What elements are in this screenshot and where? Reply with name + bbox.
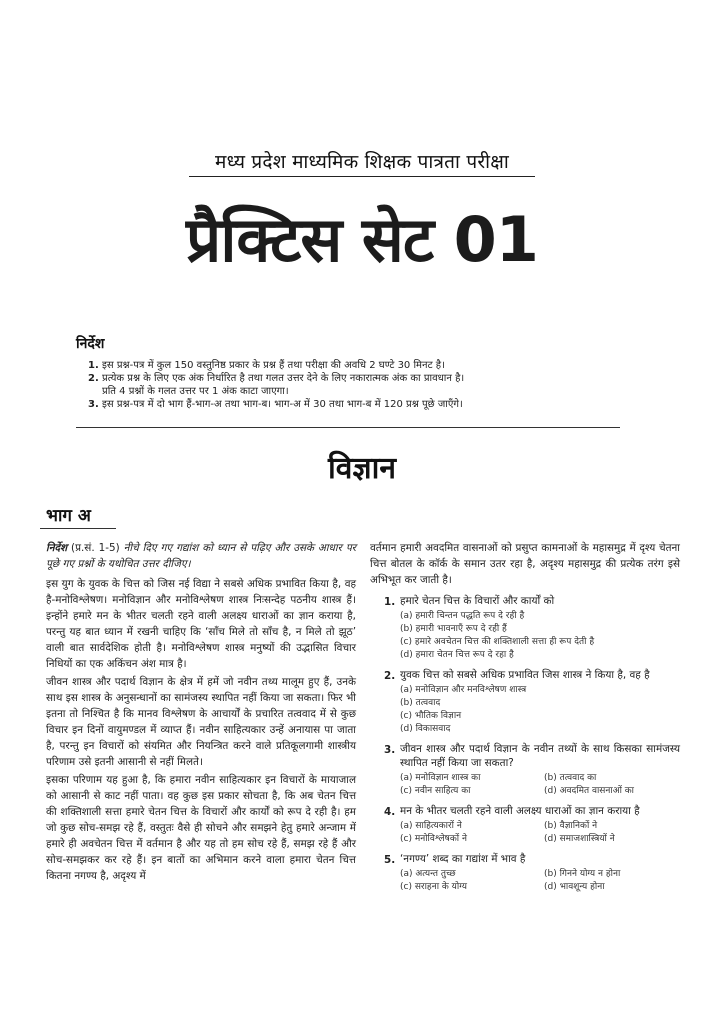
question-number: 4.	[384, 806, 396, 818]
instruction-text: प्रत्येक प्रश्न के लिए एक अंक निर्धारित है तथा गलत उत्तर देने के लिए नकारात्मक अंक का प्रावधान है।	[102, 373, 465, 384]
instruction-item	[88, 385, 624, 398]
question-item	[384, 742, 680, 798]
direction-range: (प्र.सं. 1-5)	[71, 542, 120, 554]
instruction-item	[88, 398, 624, 411]
option: (b) तत्ववाद	[400, 698, 441, 708]
question-number: 1.	[384, 596, 396, 608]
passage-continuation: वर्तमान हमारी अवदमित वासनाओं को प्रसुप्त कामनाओं के महासमुद्र में दृश्य चेतना चित्त बोतल के कॉर्क के समान उतर रहा है, अदृश्य महासमुद्र की प्रत्येक तरंग इसे अभिभूत कर जाती है।	[370, 542, 680, 586]
option: (a) साहित्यकारों ने	[400, 821, 462, 831]
direction-label: निर्देश	[46, 542, 68, 554]
option: (a) हमारी चिन्तन पद्धति रूप दे रही है	[400, 611, 525, 621]
option: (b) तत्ववाद का	[544, 773, 597, 783]
option: (d) अवदमित वासनाओं का	[544, 786, 635, 796]
question-item	[384, 668, 680, 736]
option: (c) भौतिक विज्ञान	[400, 711, 462, 721]
practice-set-title: प्रैक्टिस सेट 01	[186, 203, 538, 276]
instruction-text: इस प्रश्न-पत्र में दो भाग हैं-भाग-अ तथा भाग-ब। भाग-अ में 30 तथा भाग-ब में 120 प्रश्न पूछे जाएँगे।	[102, 399, 463, 410]
question-item	[384, 594, 680, 662]
option: (b) वैज्ञानिकों ने	[544, 821, 598, 831]
question-options	[400, 772, 680, 798]
question-item	[384, 804, 680, 846]
option: (d) भावशून्य होना	[544, 882, 605, 892]
passage-paragraph: इसका परिणाम यह हुआ है, कि हमारा नवीन साहित्यकार इन विचारों के मायाजाल को आसानी से काट नहीं पाता। वह कुछ इस प्रकार सोचता है, कि अब चेतन चित्त की शक्तिशाली सत्ता हमारे चेतन चित्त के विचारों और कार्यों को रूप दे रही है। हम जो कुछ सोच-समझ रहे हैं, वस्तुतः वैसे ही सोचने और समझने हेतु हमारे अन्जाम में हमारे ही अवचेतन चित्त में वर्तमान है और यह तो हम सोच रहे हैं, समझ रहे हैं और सोच-समझकर कर रहे हैं। इन बातों का अभिमान करने वाला हमारा चेतन चित्त कितना नगण्य है, अदृश्य में	[46, 774, 356, 882]
option: (d) हमारा चेतन चित्त रूप दे रहा है	[400, 650, 514, 660]
question-stem: जीवन शास्त्र और पदार्थ विज्ञान के नवीन तथ्यों के साथ किसका सामंजस्य स्थापित नहीं किया जा सकता?	[400, 743, 680, 769]
option: (c) मनोविश्लेषकों ने	[400, 834, 467, 844]
instructions-heading: निर्देश	[76, 336, 105, 352]
direction-text: नीचे दिए गए गद्यांश को ध्यान से पढ़िए और उसके आधार पर पूछे गए प्रश्नों के यथोचित उत्तर दीजिए।	[46, 542, 356, 570]
option: (c) नवीन साहित्य का	[400, 786, 471, 796]
instruction-text: इस प्रश्न-पत्र में कुल 150 वस्तुनिष्ठ प्रकार के प्रश्न हैं तथा परीक्षा की अवधि 2 घण्टे 30 मिनट है।	[102, 360, 445, 371]
option: (d) विकासवाद	[400, 724, 451, 734]
instructions-block	[76, 334, 624, 411]
right-column	[370, 540, 680, 894]
question-stem: युवक चित्त को सबसे अधिक प्रभावित जिस शास्त्र ने किया है, वह है	[400, 669, 650, 681]
passage-paragraph: इस युग के युवक के चित्त को जिस नई विद्या ने सबसे अधिक प्रभावित किया है, वह है-मनोविश्लेषण। मनोविज्ञान और मनोविश्लेषण शास्त्र निःसन्देह पठनीय शास्त्र हैं। इन्होंने हमारे मन के भीतर चलती रहने वाली अलक्ष्य धाराओं का ज्ञान कराया है, परन्तु यह बात ध्यान में रखनी चाहिए कि ‘साँच मिले तो साँच है, न मिले तो झूठ’ वाली बात सार्वदेशिक होती है। मनोविश्लेषण शास्त्र मनुष्यों की उद्भासित विचार निधियों का एक अकिंचन अंश मात्र है।	[46, 578, 356, 670]
question-options	[400, 684, 680, 736]
question-options	[400, 610, 680, 662]
left-column	[46, 540, 356, 886]
section-heading: भाग अ	[46, 506, 91, 526]
instruction-item	[88, 372, 624, 385]
passage-paragraph: जीवन शास्त्र और पदार्थ विज्ञान के क्षेत्र में हमें जो नवीन तथ्य मालूम हुए हैं, उनके साथ इस शास्त्र के अनुसन्धानों का सामंजस्य स्थापित नहीं किया जा सकता। फिर भी इतना तो निश्चित है कि मानव विश्लेषण के आचार्यों के प्रचारित तत्ववाद में से कुछ विचार इन दिनों वायुमण्डल में व्याप्त हैं। नवीन साहित्यकार उन्हें अनायास पा जाता है, परन्तु इन विचारों को संयमित और नियन्त्रित करने वाले प्रतिकूलगामी शास्त्रीय परिणाम उसे इतनी आसानी से नहीं मिलते।	[46, 676, 356, 768]
subject-heading: विज्ञान	[327, 451, 397, 486]
exam-title: मध्य प्रदेश माध्यमिक शिक्षक पात्रता परीक्षा	[215, 151, 509, 173]
instruction-number: 2.	[88, 373, 99, 384]
instruction-number: 3.	[88, 399, 99, 410]
question-item	[384, 852, 680, 894]
section-underline	[40, 528, 116, 529]
question-number: 5.	[384, 854, 396, 866]
question-stem: मन के भीतर चलती रहने वाली अलक्ष्य धाराओं का ज्ञान कराया है	[400, 805, 640, 817]
instructions-divider	[76, 427, 620, 428]
question-options	[400, 868, 680, 894]
question-options	[400, 820, 680, 846]
option: (d) समाजशास्त्रियों ने	[544, 834, 615, 844]
option: (a) अत्यन्त तुच्छ	[400, 869, 456, 879]
instruction-number: 1.	[88, 360, 99, 371]
option: (c) सराहना के योग्य	[400, 882, 467, 892]
instruction-item	[88, 359, 624, 372]
option: (a) मनोविज्ञान और मनविश्लेषण शास्त्र	[400, 685, 527, 695]
exam-title-underline	[189, 176, 535, 177]
question-stem: हमारे चेतन चित्त के विचारों और कार्यों को	[400, 595, 555, 607]
question-number: 2.	[384, 670, 396, 682]
option: (b) गिनने योग्य न होना	[544, 869, 621, 879]
option: (b) हमारी भावनाएँ रूप दे रही हैं	[400, 624, 507, 634]
question-stem: ‘नगण्य’ शब्द का गद्यांश में भाव है	[400, 853, 526, 865]
question-number: 3.	[384, 744, 396, 756]
option: (c) हमारे अवचेतन चित्त की शक्तिशाली सत्ता ही रूप देती है	[400, 637, 595, 647]
instruction-text: प्रति 4 प्रश्नों के गलत उत्तर पर 1 अंक काटा जाएगा।	[102, 386, 289, 397]
passage-direction	[46, 540, 356, 572]
option: (a) मनोविज्ञान शास्त्र का	[400, 773, 481, 783]
